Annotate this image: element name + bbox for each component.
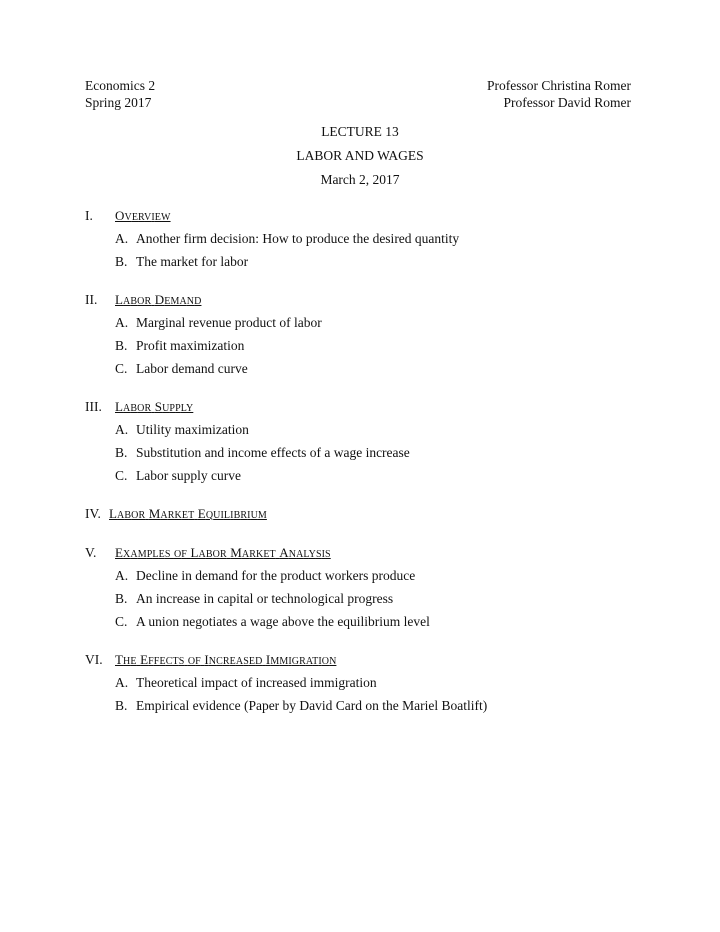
- item-letter: B.: [115, 254, 128, 269]
- section-items: [85, 422, 645, 491]
- section-numeral: V.: [85, 545, 97, 560]
- list-item: [115, 568, 645, 591]
- item-text: Empirical evidence (Paper by David Card on the Mariel Boatlift): [136, 698, 488, 713]
- outline-section: [85, 545, 645, 637]
- section-heading: [85, 652, 645, 669]
- item-letter: A.: [115, 315, 129, 330]
- outline: [85, 208, 645, 721]
- section-title: LABOR MARKET EQUILIBRIUM: [109, 506, 267, 521]
- item-letter: B.: [115, 591, 128, 606]
- list-item: [115, 422, 645, 445]
- section-heading: [85, 545, 645, 562]
- item-text: Labor supply curve: [136, 468, 241, 483]
- item-letter: B.: [115, 445, 128, 460]
- item-text: Profit maximization: [136, 338, 245, 353]
- list-item: [115, 254, 645, 277]
- section-numeral: IV.: [85, 506, 101, 521]
- outline-section: [85, 652, 645, 721]
- section-numeral: VI.: [85, 652, 103, 667]
- lecture-date: March 2, 2017: [320, 172, 400, 187]
- item-letter: C.: [115, 468, 128, 483]
- section-title: LABOR SUPPLY: [115, 399, 194, 414]
- list-item: [115, 315, 645, 338]
- outline-section: [85, 506, 645, 523]
- list-item: [115, 468, 645, 491]
- lecture-number: LECTURE 13: [321, 124, 399, 139]
- lecture-topic: LABOR AND WAGES: [296, 148, 424, 163]
- section-heading: [85, 506, 645, 523]
- outline-section: [85, 208, 645, 277]
- item-letter: A.: [115, 422, 129, 437]
- item-text: Substitution and income effects of a wage increase: [136, 445, 410, 460]
- section-title: THE EFFECTS OF INCREASED IMMIGRATION: [115, 652, 337, 667]
- item-text: Another firm decision: How to produce the desired quantity: [136, 231, 460, 246]
- instructor-1: Professor Christina Romer: [487, 78, 631, 93]
- header-row-2: [85, 95, 631, 111]
- list-item: [115, 361, 645, 384]
- section-items: [85, 675, 645, 721]
- item-text: Utility maximization: [136, 422, 249, 437]
- item-letter: A.: [115, 675, 129, 690]
- section-heading: [85, 208, 645, 225]
- list-item: [115, 675, 645, 698]
- instructor-2: Professor David Romer: [503, 95, 631, 110]
- section-heading: [85, 399, 645, 416]
- item-text: A union negotiates a wage above the equilibrium level: [136, 614, 430, 629]
- item-letter: A.: [115, 231, 129, 246]
- item-letter: C.: [115, 614, 128, 629]
- item-letter: B.: [115, 338, 128, 353]
- list-item: [115, 231, 645, 254]
- section-numeral: I.: [85, 208, 93, 223]
- list-item: [115, 338, 645, 361]
- course-name: Economics 2: [85, 78, 156, 93]
- item-text: Labor demand curve: [136, 361, 248, 376]
- item-letter: C.: [115, 361, 128, 376]
- item-text: Marginal revenue product of labor: [136, 315, 322, 330]
- section-items: [85, 568, 645, 637]
- section-heading: [85, 292, 645, 309]
- list-item: [115, 614, 645, 637]
- item-text: The market for labor: [136, 254, 249, 269]
- section-items: [85, 315, 645, 384]
- list-item: [115, 698, 645, 721]
- section-numeral: III.: [85, 399, 102, 414]
- item-text: Theoretical impact of increased immigration: [136, 675, 377, 690]
- list-item: [115, 591, 645, 614]
- section-items: [85, 231, 645, 277]
- outline-section: [85, 292, 645, 384]
- item-text: An increase in capital or technological progress: [136, 591, 394, 606]
- item-text: Decline in demand for the product workers produce: [136, 568, 416, 583]
- item-letter: B.: [115, 698, 128, 713]
- list-item: [115, 445, 645, 468]
- section-title: OVERVIEW: [115, 208, 171, 223]
- outline-section: [85, 399, 645, 491]
- course-term: Spring 2017: [85, 95, 152, 110]
- section-title: LABOR DEMAND: [115, 292, 202, 307]
- section-numeral: II.: [85, 292, 98, 307]
- item-letter: A.: [115, 568, 129, 583]
- header-row-1: [85, 78, 631, 94]
- section-title: EXAMPLES OF LABOR MARKET ANALYSIS: [115, 545, 331, 560]
